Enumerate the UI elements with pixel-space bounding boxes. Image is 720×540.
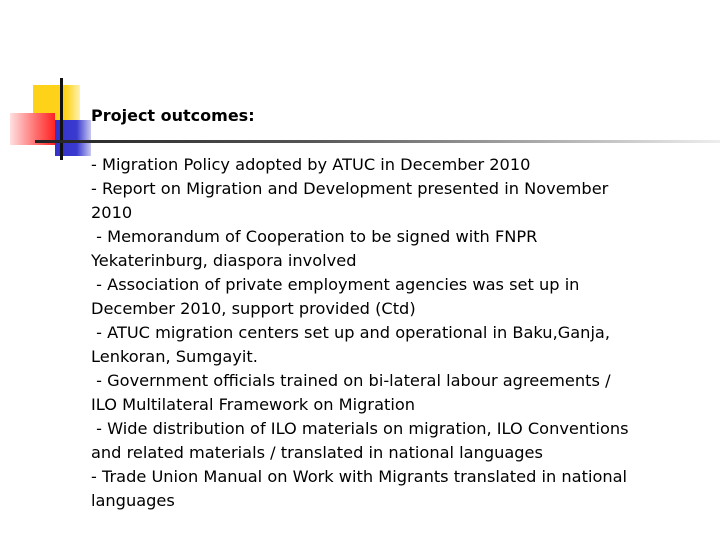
body-line: 2010 xyxy=(91,203,133,222)
body-line: ILO Multilateral Framework on Migration xyxy=(91,395,415,414)
body-line: December 2010, support provided (Ctd) xyxy=(91,299,416,318)
body-line: Yekaterinburg, diaspora involved xyxy=(91,251,357,270)
body-line: - Wide distribution of ILO materials on migration, ILO Conventions xyxy=(91,419,629,438)
body-line: Lenkoran, Sumgayit. xyxy=(91,347,258,366)
body-line: - Government officials trained on bi-lateral labour agreements / xyxy=(91,371,611,390)
body-line: languages xyxy=(91,491,175,510)
title-underline xyxy=(35,140,720,143)
body-line: and related materials / translated in national languages xyxy=(91,443,543,462)
body-line: - Report on Migration and Development presented in November xyxy=(91,179,609,198)
body-line: - Association of private employment agencies was set up in xyxy=(91,275,580,294)
decor-vertical-line xyxy=(60,78,63,160)
body-line: - Trade Union Manual on Work with Migrants translated in national xyxy=(91,467,628,486)
slide-title: Project outcomes: xyxy=(91,106,255,125)
body-line: - Migration Policy adopted by ATUC in December 2010 xyxy=(91,155,531,174)
slide-body xyxy=(91,153,696,513)
body-line: - Memorandum of Cooperation to be signed with FNPR xyxy=(91,227,538,246)
body-line: - ATUC migration centers set up and operational in Baku,Ganja, xyxy=(91,323,611,342)
